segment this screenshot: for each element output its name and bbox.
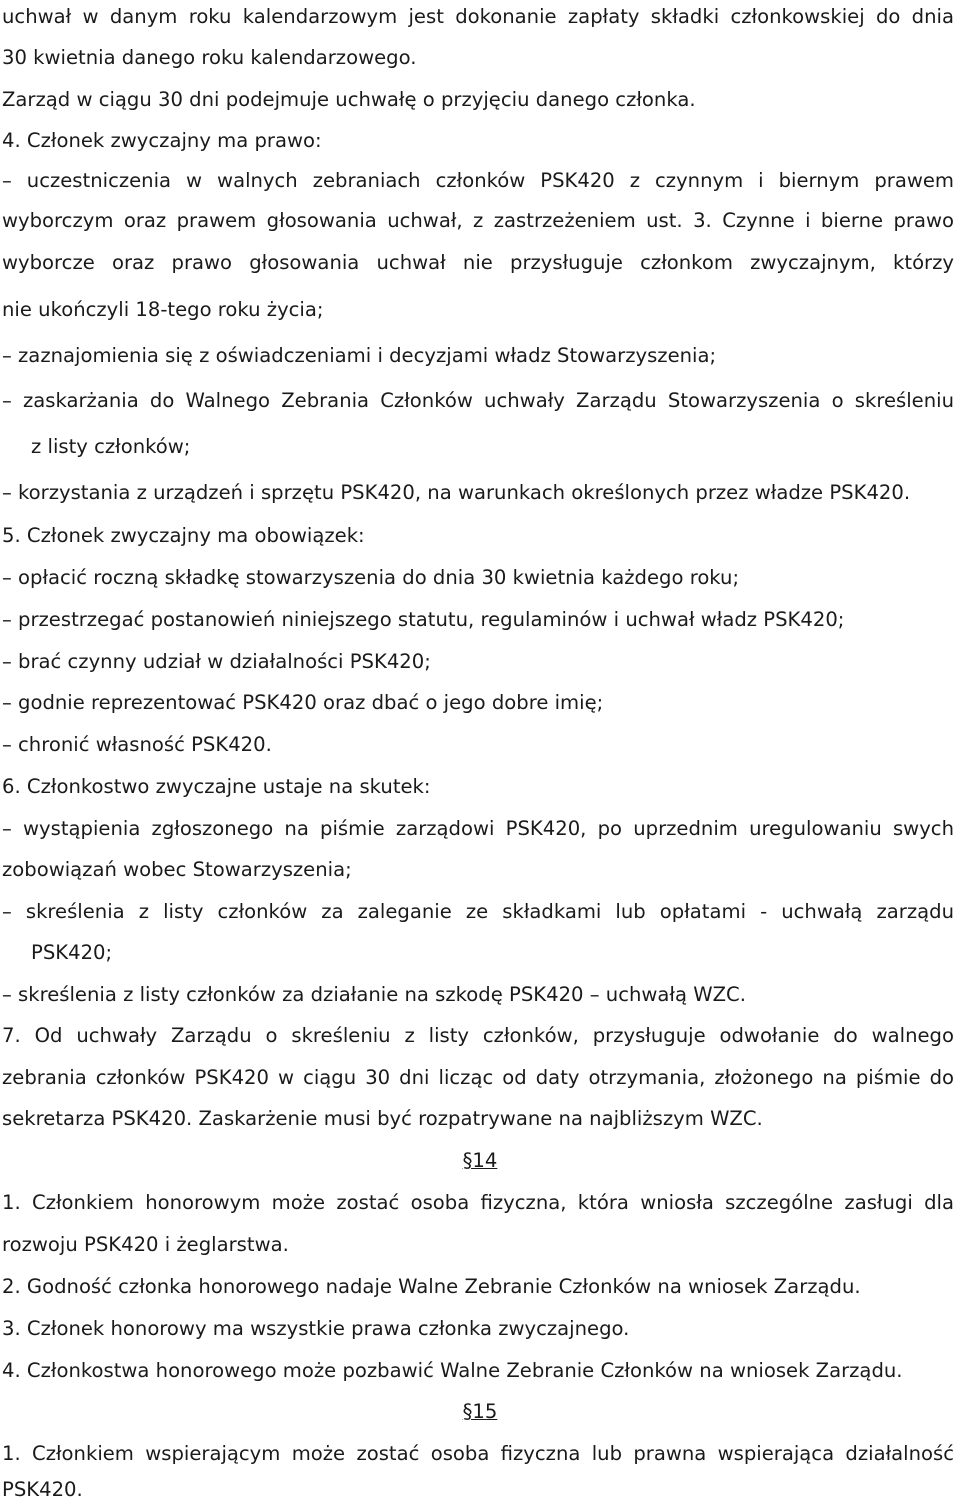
list-item: – skreślenia z listy członków za działanie na szkodę PSK420 – uchwałą WZC. bbox=[2, 983, 746, 1006]
text-line: 5. Członek zwyczajny ma obowiązek: bbox=[2, 524, 365, 547]
list-item: – korzystania z urządzeń i sprzętu PSK420, na warunkach określonych przez władze PSK420. bbox=[2, 481, 911, 504]
text-line: uchwał w danym roku kalendarzowym jest dokonanie zapłaty składki członkowskiej do dnia bbox=[2, 5, 954, 28]
text-line: 4. Członek zwyczajny ma prawo: bbox=[2, 129, 322, 152]
list-item: – brać czynny udział w działalności PSK420; bbox=[2, 650, 431, 673]
text-line: PSK420; bbox=[31, 941, 113, 964]
text-line: rozwoju PSK420 i żeglarstwa. bbox=[2, 1233, 289, 1256]
list-item: – zaskarżania do Walnego Zebrania Członków uchwały Zarządu Stowarzyszenia o skreśleniu bbox=[2, 389, 954, 412]
text-line: 4. Członkostwa honorowego może pozbawić Walne Zebranie Członków na wniosek Zarządu. bbox=[2, 1359, 903, 1382]
section-heading-15: §15 bbox=[462, 1400, 498, 1423]
list-item: – opłacić roczną składkę stowarzyszenia do dnia 30 kwietnia każdego roku; bbox=[2, 566, 740, 589]
text-line: wyborcze oraz prawo głosowania uchwał nie przysługuje członkom zwyczajnym, którzy bbox=[2, 251, 954, 274]
text-line: PSK420. bbox=[2, 1478, 83, 1501]
list-item: – chronić własność PSK420. bbox=[2, 733, 272, 756]
text-line: 30 kwietnia danego roku kalendarzowego. bbox=[2, 46, 417, 69]
text-line: nie ukończyli 18-tego roku życia; bbox=[2, 298, 324, 321]
text-line: zebrania członków PSK420 w ciągu 30 dni licząc od daty otrzymania, złożonego na piśmie do bbox=[2, 1066, 954, 1089]
text-line: 3. Członek honorowy ma wszystkie prawa członka zwyczajnego. bbox=[2, 1317, 630, 1340]
text-line: 1. Członkiem wspierającym może zostać osoba fizyczna lub prawna wspierająca działalność bbox=[2, 1442, 954, 1465]
list-item: – godnie reprezentować PSK420 oraz dbać o jego dobre imię; bbox=[2, 691, 604, 714]
section-heading-14: §14 bbox=[462, 1149, 498, 1172]
list-item: – zaznajomienia się z oświadczeniami i decyzjami władz Stowarzyszenia; bbox=[2, 344, 717, 367]
text-line: 1. Członkiem honorowym może zostać osoba fizyczna, która wniosła szczególne zasługi dla bbox=[2, 1191, 954, 1214]
text-line: wyborczym oraz prawem głosowania uchwał, z zastrzeżeniem ust. 3. Czynne i bierne prawo bbox=[2, 209, 954, 232]
list-item: – wystąpienia zgłoszonego na piśmie zarządowi PSK420, po uprzednim uregulowaniu swych bbox=[2, 817, 954, 840]
text-line: sekretarza PSK420. Zaskarżenie musi być rozpatrywane na najbliższym WZC. bbox=[2, 1107, 763, 1130]
text-line: 7. Od uchwały Zarządu o skreśleniu z listy członków, przysługuje odwołanie do walnego bbox=[2, 1024, 954, 1047]
text-line: zobowiązań wobec Stowarzyszenia; bbox=[2, 858, 352, 881]
text-line: Zarząd w ciągu 30 dni podejmuje uchwałę o przyjęciu danego członka. bbox=[2, 88, 696, 111]
list-item: – przestrzegać postanowień niniejszego statutu, regulaminów i uchwał władz PSK420; bbox=[2, 608, 845, 631]
text-line: 6. Członkostwo zwyczajne ustaje na skutek: bbox=[2, 775, 431, 798]
text-line: z listy członków; bbox=[31, 435, 191, 458]
list-item: – skreślenia z listy członków za zaleganie ze składkami lub opłatami - uchwałą zarządu bbox=[2, 900, 954, 923]
list-item: – uczestniczenia w walnych zebraniach członków PSK420 z czynnym i biernym prawem bbox=[2, 169, 954, 192]
text-line: 2. Godność członka honorowego nadaje Walne Zebranie Członków na wniosek Zarządu. bbox=[2, 1275, 861, 1298]
